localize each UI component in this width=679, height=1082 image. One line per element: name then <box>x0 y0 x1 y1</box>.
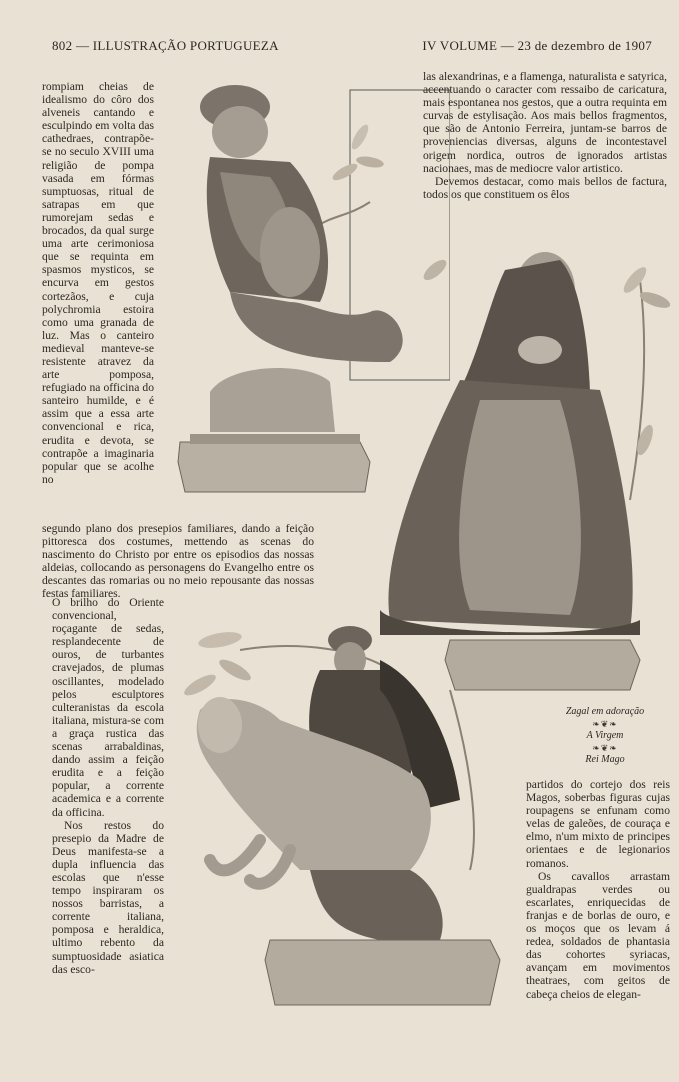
ornament-icon: ❧❦❧ <box>592 743 618 753</box>
paragraph: Devemos destacar, como mais bellos de factura, todos os que constituem os êlos <box>423 174 667 201</box>
ornament-icon: ❧❦❧ <box>592 719 618 729</box>
text-column-bottom-left <box>52 596 164 1016</box>
text-column-bottom-right <box>526 778 670 1048</box>
paragraph: partidos do cortejo dos reis Magos, soberbas figuras cujas roupagens se enfunam como velas de galeões, de couraça e elmo, n'um mixto de principes orientaes e de legionarios romanos. <box>526 778 670 870</box>
page-header <box>52 38 652 58</box>
paragraph: O brilho do Oriente convencional, roçagante de sedas, resplandecente de ouros, de turbantes cravejados, de plumas oscillantes, modelado pelos esculptores culteranistas da escola italiana, mistura-se com a graça rustica das scenas arrabaldinas, dando assim a feição erudita e a feição popular, a corrente academica e a corrente da officina. <box>52 596 164 819</box>
paragraph: Os cavallos arrastam gualdrapas verdes ou escarlates, enriquecidas de franjas e de borlas de ouro, e os moços que os levam á redea, soldados de phantasia das cohortes syriacas, avançam em movimentos theatraes, com geitos de cabeça cheios de elegan- <box>526 869 670 1001</box>
paragraph: las alexandrinas, e a flamenga, naturalista e satyrica, accentuando o caracter com ressaibo de caricatura, mais espontanea nos gestos, que a outra requinta em curvas de estylisação. Aos mais bellos fragmentos, que são de Antonio Ferreira, juntam-se barros de proveniencias diversas, alguns de incontestavel origem nordica, outros de ignorados artistas nacionaes, mas de mediocre valor artistico. <box>423 70 667 175</box>
figure-captions <box>540 706 670 766</box>
text-column-top-left <box>42 80 154 520</box>
paragraph: rompiam cheias de idealismo do côro dos alveneis cantando e esculpindo em volta das cathedraes, contrapõe-se no seculo XVIII uma religião de pompa vasada em fórmas sumptuosas, ritual de satrapas em que rumorejam sedas e brocados, da qual surge uma arte cerimoniosa que se requinta em spasmos mysticos, se encurva em gestos cortezãos, e cuja polychromia estoira como uma granada de luz. Mas o canteiro medieval manteve-se resistente atravez da arte pomposa, refugiado na officina do santeiro humilde, e é assim que a essa arte convencional e rica, erudita e devota, se contrapõe a imaginaria popular que se acolhe no <box>42 80 154 486</box>
paragraph: segundo plano dos presepios familiares, dando a feição pittoresca dos costumes, mettendo as scenas do nascimento do Christo por entre os episodios das nossas aldeias, collocando as personagens do Evangelho entre os descantes das romarias ou no meio repousante das nossas festas familiares. <box>42 522 314 601</box>
caption-virgin: A Virgem <box>586 730 624 741</box>
caption-king: Rei Mago <box>585 754 625 765</box>
header-left: 802 — ILLUSTRAÇÃO PORTUGUEZA <box>52 38 279 53</box>
caption-shepherd: Zagal em adoração <box>565 706 645 717</box>
paragraph: Nos restos do presepio da Madre de Deus manifesta-se a dupla influencia das escolas que n'esse tempo inspiraram os nossos barristas, a corrente italiana, pomposa e heraldica, ultimo rebento da sumptuosidade asiatica das esco- <box>52 818 164 976</box>
header-right: IV VOLUME — 23 de dezembro de 1907 <box>422 38 652 53</box>
king-on-horse-statue-image <box>180 610 510 1030</box>
text-column-top-right <box>423 70 667 250</box>
